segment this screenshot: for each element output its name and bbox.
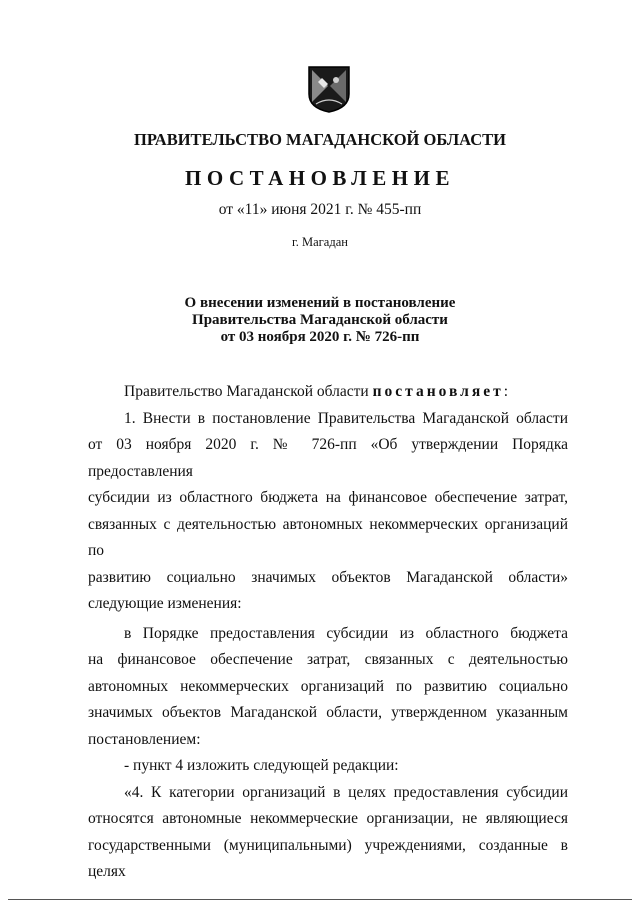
para2-line: автономных некоммерческих организаций по развитию социально — [88, 677, 568, 695]
page-bottom-border — [8, 899, 632, 900]
para4-line: относятся автономные некоммерческие организации, не являющиеся — [88, 810, 568, 827]
para2-line: на финансовое обеспечение затрат, связанных с деятельностью — [88, 651, 568, 668]
item1-line: от 03 ноября 2020 г. № 726-пп «Об утверждении Порядка предоставления — [88, 436, 568, 480]
subject-line: Правительства Магаданской области — [192, 312, 448, 328]
intro-paragraph — [88, 379, 568, 406]
intro-keyword: постановляет — [372, 383, 504, 400]
para2-line: постановлением: — [88, 730, 201, 748]
document-city: г. Магадан — [292, 235, 348, 249]
document-body — [88, 379, 568, 886]
para4-line: государственными (муниципальными) учреждениями, созданные в целях — [88, 836, 568, 880]
organization-title: ПРАВИТЕЛЬСТВО МАГАДАНСКОЙ ОБЛАСТИ — [134, 130, 506, 149]
item1-line: следующие изменения: — [88, 595, 242, 612]
document-date-number: от «11» июня 2021 г. № 455-пп — [218, 201, 422, 218]
item1-line: субсидии из областного бюджета на финансовое обеспечение затрат, — [88, 489, 568, 506]
intro-suffix: : — [503, 383, 509, 400]
para3-line: - пункт 4 изложить следующей редакции: — [124, 757, 399, 774]
intro-prefix: Правительство Магаданской области — [124, 383, 369, 400]
para4-line: «4. К категории организаций в целях предоставления субсидии — [124, 783, 568, 801]
para2-line: значимых объектов Магаданской области, утвержденном указанным — [88, 704, 568, 721]
para2-line: в Порядке предоставления субсидии из областного бюджета — [124, 624, 568, 642]
document-subject — [0, 295, 640, 346]
subject-line: от 03 ноября 2020 г. № 726-пп — [220, 329, 420, 345]
item1-line: связанных с деятельностью автономных некоммерческих организаций по — [88, 515, 568, 559]
item1-line: развитию социально значимых объектов Магаданской области» — [88, 568, 568, 586]
document-type: ПОСТАНОВЛЕНИЕ — [185, 166, 455, 190]
subject-line: О внесении изменений в постановление — [184, 295, 456, 311]
item1-line: 1. Внести в постановление Правительства Магаданской области — [124, 409, 568, 427]
coat-of-arms-icon — [306, 64, 352, 114]
